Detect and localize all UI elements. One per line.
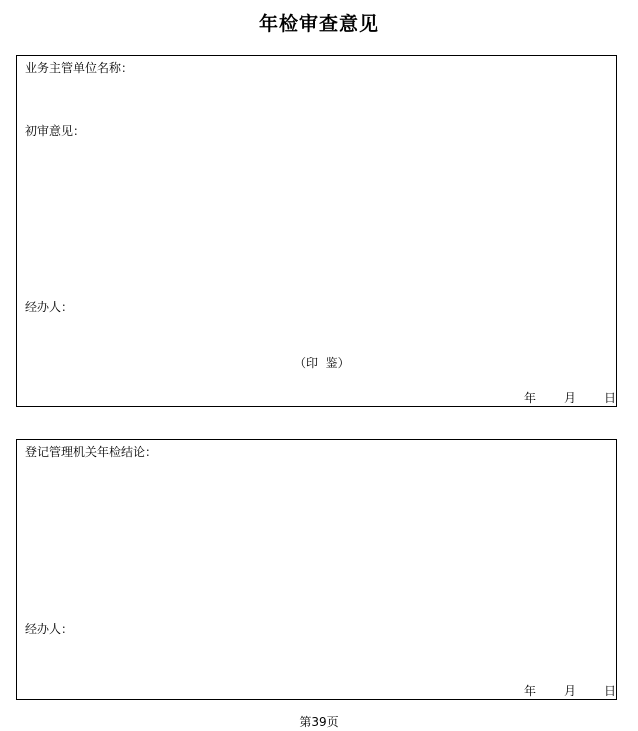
page-title: 年检审查意见 — [258, 13, 379, 35]
preliminary-opinion-label: 初审意见： — [25, 124, 86, 138]
handler-label: 经办人： — [25, 300, 74, 314]
registration-conclusion-box — [16, 439, 617, 700]
date-month-label: 月 — [564, 391, 577, 405]
preliminary-review-box — [16, 55, 617, 407]
date-day-label: 日 — [604, 684, 617, 698]
date-day-label: 日 — [604, 391, 617, 405]
seal-label: （印 鉴） — [294, 356, 350, 370]
page-number: 第39页 — [299, 715, 339, 729]
annual-inspection-conclusion-label: 登记管理机关年检结论： — [25, 445, 158, 459]
date-month-label: 月 — [564, 684, 577, 698]
date-year-label: 年 — [524, 391, 537, 405]
supervisor-unit-label: 业务主管单位名称： — [25, 61, 134, 75]
handler-label: 经办人： — [25, 622, 74, 636]
date-year-label: 年 — [524, 684, 537, 698]
